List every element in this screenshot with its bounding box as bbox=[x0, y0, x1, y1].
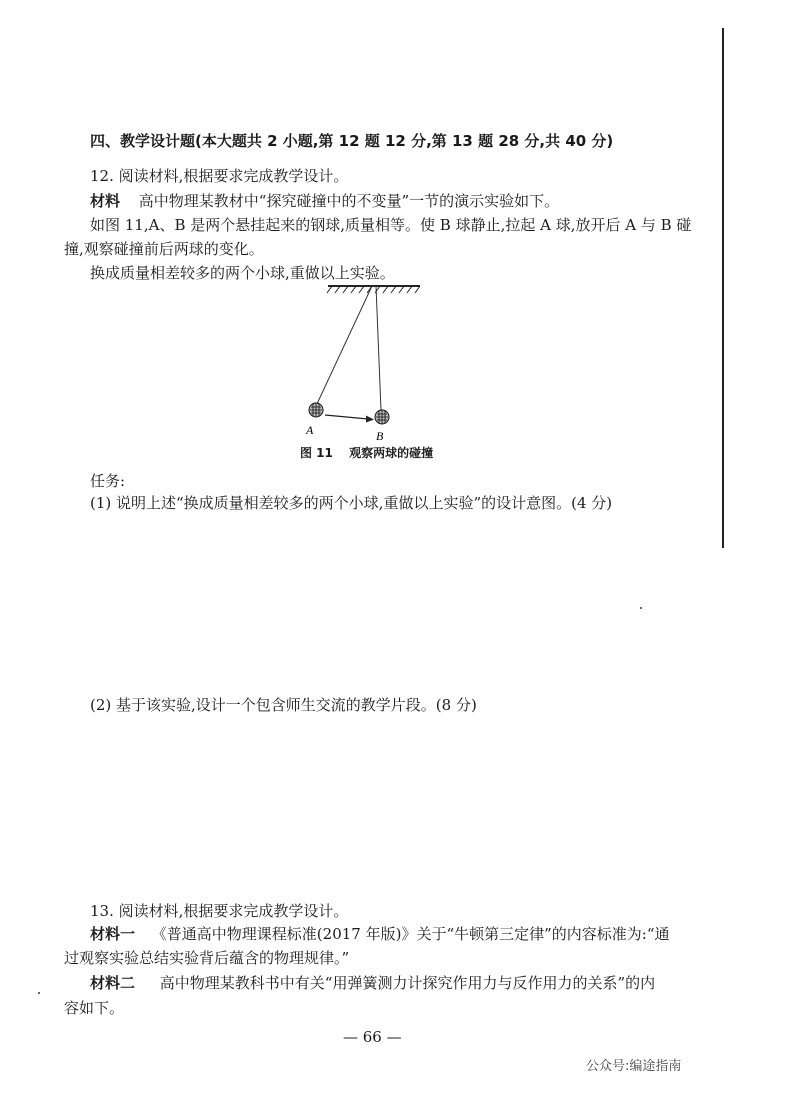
q13-material-2-line2: 容如下。 bbox=[64, 999, 125, 1017]
string-b bbox=[376, 286, 381, 410]
q12-para1-line2: 撞,观察碰撞前后两球的变化。 bbox=[64, 240, 264, 258]
figure-caption-number: 图 11 bbox=[300, 446, 333, 460]
ball-b bbox=[375, 410, 389, 424]
q12-material-text: 高中物理某教材中“探究碰撞中的不变量”一节的演示实验如下。 bbox=[138, 192, 560, 210]
motion-arrow bbox=[325, 415, 374, 423]
ball-a bbox=[309, 403, 323, 417]
page-number: — 66 — bbox=[343, 1028, 402, 1046]
q13-intro: 13. 阅读材料,根据要求完成教学设计。 bbox=[90, 902, 349, 920]
string-a bbox=[316, 286, 372, 406]
q13-material-1-label: 材料一 bbox=[90, 925, 136, 943]
figure-caption-text: 观察两球的碰撞 bbox=[349, 446, 434, 460]
q12-para1-line1: 如图 11,A、B 是两个悬挂起来的钢球,质量相等。使 B 球静止,拉起 A 球,放开后 A 与 B 碰 bbox=[90, 216, 692, 234]
q12-material-label: 材料 bbox=[90, 192, 121, 210]
q13-material-1-line2: 过观察实验总结实验背后蕴含的物理规律。” bbox=[64, 949, 350, 967]
ceiling-support bbox=[327, 286, 420, 293]
watermark: 公众号:编途指南 bbox=[586, 1059, 682, 1074]
scan-edge-line bbox=[722, 28, 724, 548]
q13-material-1-line1: 《普通高中物理课程标准(2017 年版)》关于“牛顿第三定律”的内容标准为:“通 bbox=[151, 925, 670, 943]
q12-para2: 换成质量相差较多的两个小球,重做以上实验。 bbox=[90, 264, 395, 282]
task-2: (2) 基于该实验,设计一个包含师生交流的教学片段。(8 分) bbox=[90, 696, 477, 714]
task-label: 任务: bbox=[90, 472, 126, 490]
q12-intro: 12. 阅读材料,根据要求完成教学设计。 bbox=[90, 167, 349, 185]
q13-material-2-label: 材料二 bbox=[90, 974, 136, 992]
label-a: A bbox=[306, 423, 314, 437]
scan-speck bbox=[640, 607, 642, 609]
task-1: (1) 说明上述“换成质量相差较多的两个小球,重做以上实验”的设计意图。(4 分) bbox=[90, 494, 613, 512]
section-heading: 四、教学设计题(本大题共 2 小题,第 12 题 12 分,第 13 题 28 分,共 40 分) bbox=[90, 132, 614, 150]
label-b: B bbox=[376, 429, 384, 443]
q13-material-2-line1: 高中物理某教科书中有关“用弹簧测力计探究作用力与反作用力的关系”的内 bbox=[159, 974, 656, 992]
figure-11-pendulum bbox=[300, 278, 460, 463]
scan-speck bbox=[38, 992, 40, 994]
